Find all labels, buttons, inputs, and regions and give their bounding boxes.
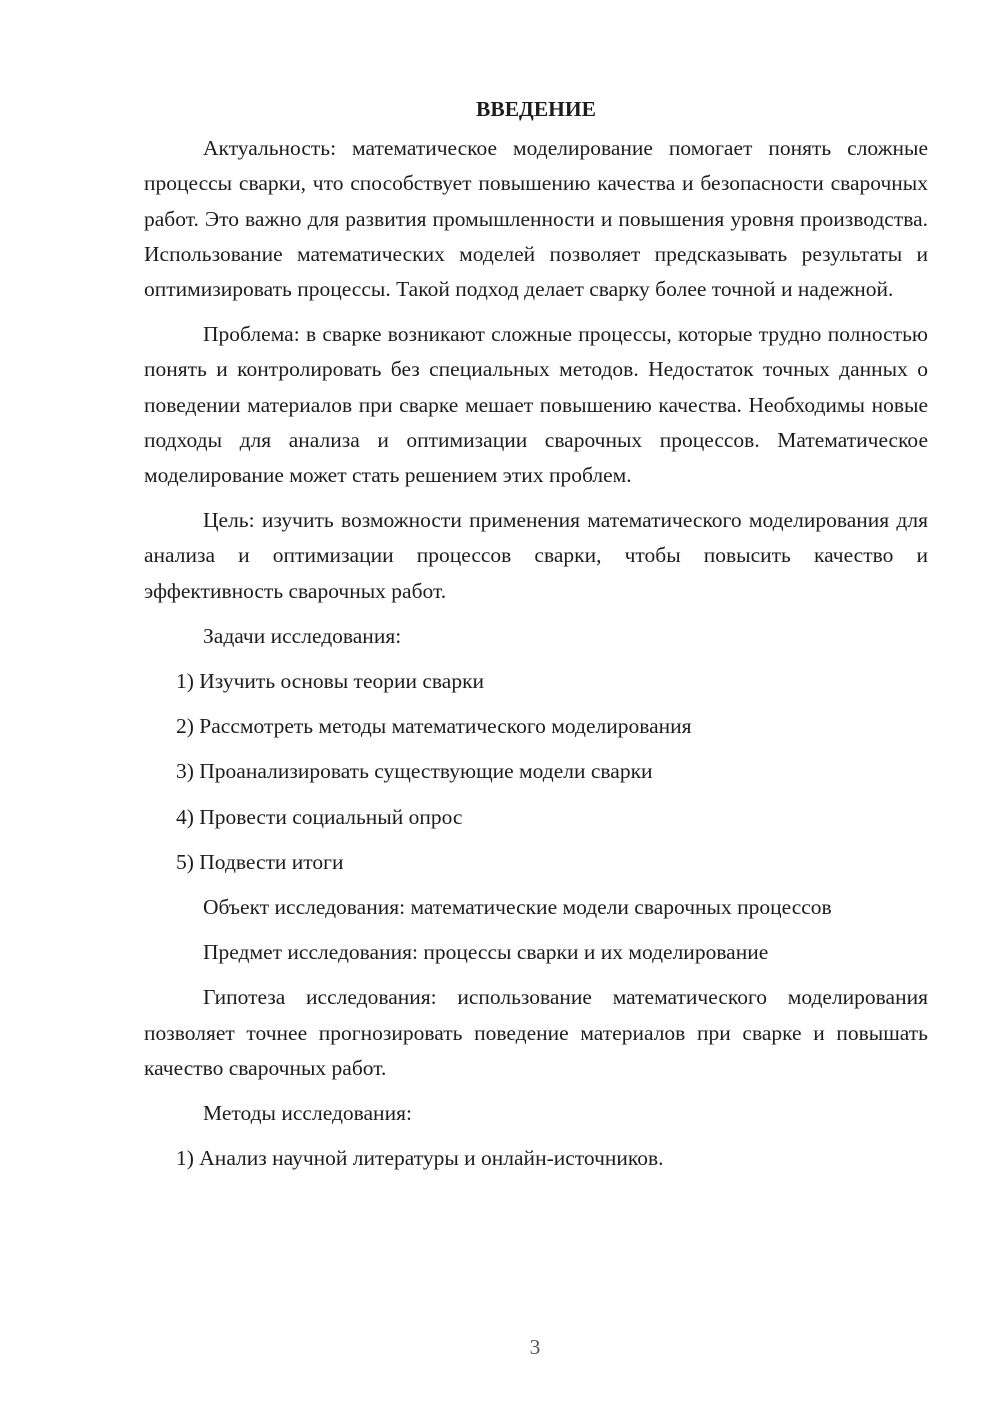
task-item-2: 2) Рассмотреть методы математического моделирования — [176, 714, 692, 739]
page-number: 3 — [529, 1335, 541, 1359]
task-item-3: 3) Проанализировать существующие модели сварки — [176, 759, 653, 784]
method-item-1: 1) Анализ научной литературы и онлайн-источников. — [176, 1146, 664, 1171]
page-title: ВВЕДЕНИЕ — [476, 97, 596, 121]
relevance-paragraph: Актуальность: математическое моделирование помогает понять сложные процессы сварки, что способствует повышению качества и безопасности сварочных работ. Это важно для развития промышленности и повышения уровня производства. Использование математических моделей позволяет предсказывать результаты и оптимизировать процессы. Такой подход делает сварку более точной и надежной. — [144, 136, 928, 302]
task-item-1: 1) Изучить основы теории сварки — [176, 669, 485, 694]
task-item-4: 4) Провести социальный опрос — [176, 804, 463, 829]
task-item-5: 5) Подвести итоги — [176, 849, 344, 874]
research-subject: Предмет исследования: процессы сварки и их моделирование — [203, 940, 769, 965]
hypothesis-paragraph: Гипотеза исследования: использование математического моделирования позволяет точнее прогнозировать поведение материалов при сварке и повышать качество сварочных работ. — [144, 985, 928, 1080]
problem-paragraph: Проблема: в сварке возникают сложные процессы, которые трудно полностью понять и контролировать без специальных методов. Недостаток точных данных о поведении материалов при сварке мешает повышению качества. Необходимы новые подходы для анализа и оптимизации сварочных процессов. Математическое моделирование может стать решением этих проблем. — [144, 322, 928, 488]
research-object: Объект исследования: математические модели сварочных процессов — [203, 895, 832, 920]
methods-heading: Методы исследования: — [203, 1101, 412, 1126]
goal-paragraph: Цель: изучить возможности применения математического моделирования для анализа и оптимизации процессов сварки, чтобы повысить качество и эффективность сварочных работ. — [144, 508, 928, 603]
page-body — [144, 92, 928, 1176]
tasks-heading: Задачи исследования: — [203, 623, 402, 648]
